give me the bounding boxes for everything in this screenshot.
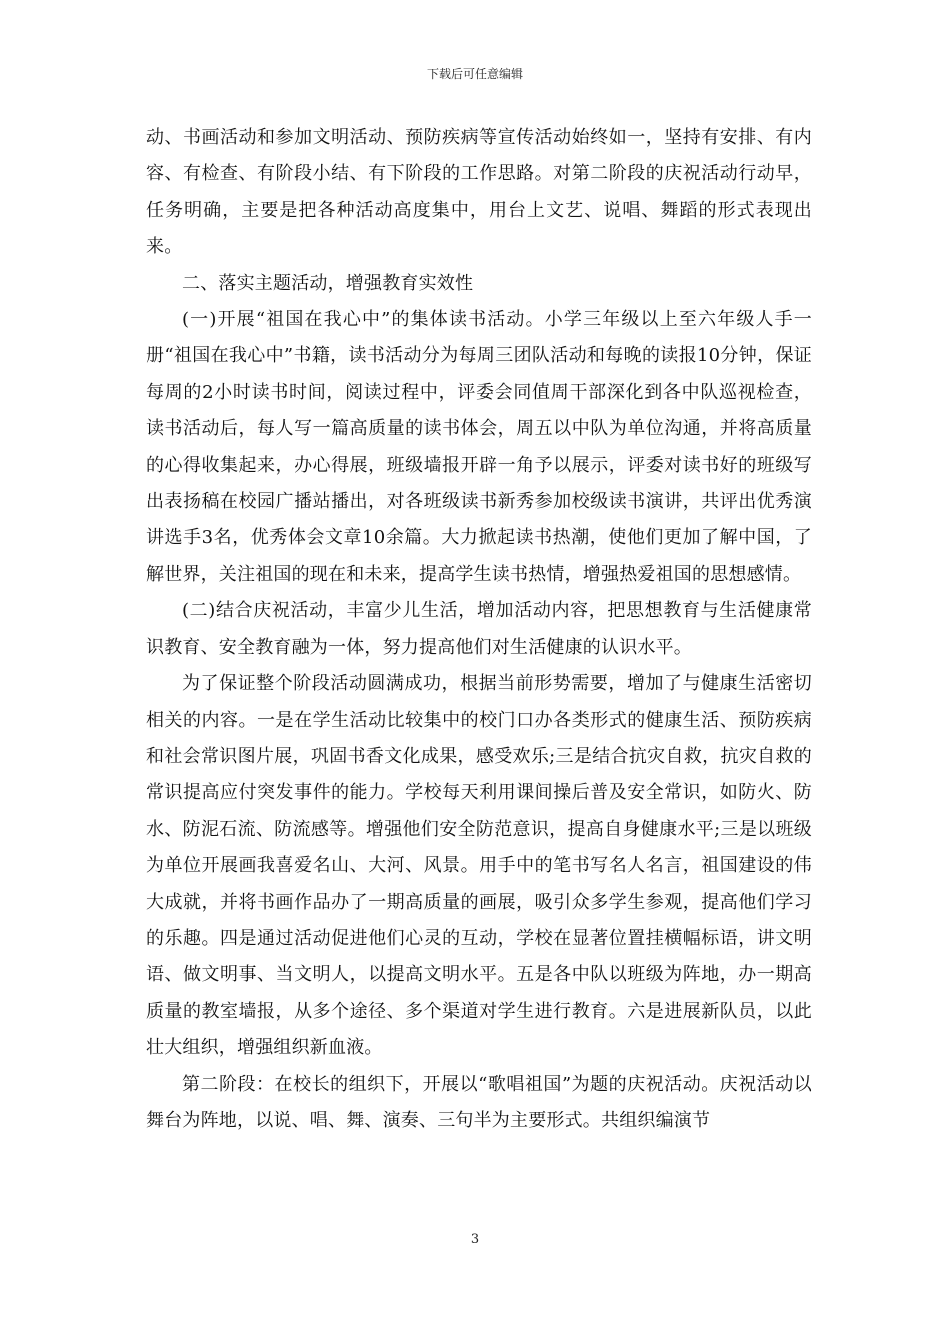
- document-body: [146, 120, 812, 1139]
- paragraph-reading-activity: (一)开展“祖国在我心中”的集体读书活动。小学三年级以上至六年级人手一册“祖国在我心中”书籍，读书活动分为每周三团队活动和每晚的读报10分钟，保证每周的2小时读书时间，阅读过程中，评委会同值周干部深化到各中队巡视检查，读书活动后，每人写一篇高质量的读书体会，周五以中队为单位沟通，并将高质量的心得收集起来，办心得展，班级墙报开辟一角予以展示，评委对读书好的班级写出表扬稿在校园广播站播出，对各班级读书新秀参加校级读书演讲，共评出优秀演讲选手3名，优秀体会文章10余篇。大力掀起读书热潮，使他们更加了解中国，了解世界，关注祖国的现在和未来，提高学生读书热情，增强热爱祖国的思想感情。: [146, 309, 812, 585]
- paragraph-continued: 动、书画活动和参加文明活动、预防疾病等宣传活动始终如一，坚持有安排、有内容、有检查、有阶段小结、有下阶段的工作思路。对第二阶段的庆祝活动行动早，任务明确，主要是把各种活动高度集中，用台上文艺、说唱、舞蹈的形式表现出来。: [146, 127, 812, 258]
- page-number: 3: [470, 1232, 480, 1247]
- paragraph-second-stage: 第二阶段：在校长的组织下，开展以“歌唱祖国”为题的庆祝活动。庆祝活动以舞台为阵地，以说、唱、舞、演奏、三句半为主要形式。共组织编演节: [146, 1073, 812, 1131]
- section-heading: 二、落实主题活动，增强教育实效性: [182, 272, 474, 294]
- page-header: 下载后可任意编辑: [426, 67, 523, 81]
- paragraph-health-education: 为了保证整个阶段活动圆满成功，根据当前形势需要，增加了与健康生活密切相关的内容。一是在学生活动比较集中的校门口办各类形式的健康生活、预防疾病和社会常识图片展，巩固书香文化成果，感受欢乐;三是结合抗灾自救，抗灾自救的常识提高应付突发事件的能力。学校每天利用课间操后普及安全常识，如防火、防水、防泥石流、防流感等。增强他们安全防范意识，提高自身健康水平;三是以班级为单位开展画我喜爱名山、大河、风景。用手中的笔书写名人名言，祖国建设的伟大成就，并将书画作品办了一期高质量的画展，吸引众多学生参观，提高他们学习的乐趣。四是通过活动促进他们心灵的互动，学校在显著位置挂横幅标语，讲文明语、做文明事、当文明人，以提高文明水平。五是各中队以班级为阵地，办一期高质量的教室墙报，从多个途径、多个渠道对学生进行教育。六是进展新队员，以此壮大组织，增强组织新血液。: [146, 673, 812, 1059]
- paragraph-celebration-activity: (二)结合庆祝活动，丰富少儿生活，增加活动内容，把思想教育与生活健康常识教育、安全教育融为一体，努力提高他们对生活健康的认识水平。: [146, 600, 812, 658]
